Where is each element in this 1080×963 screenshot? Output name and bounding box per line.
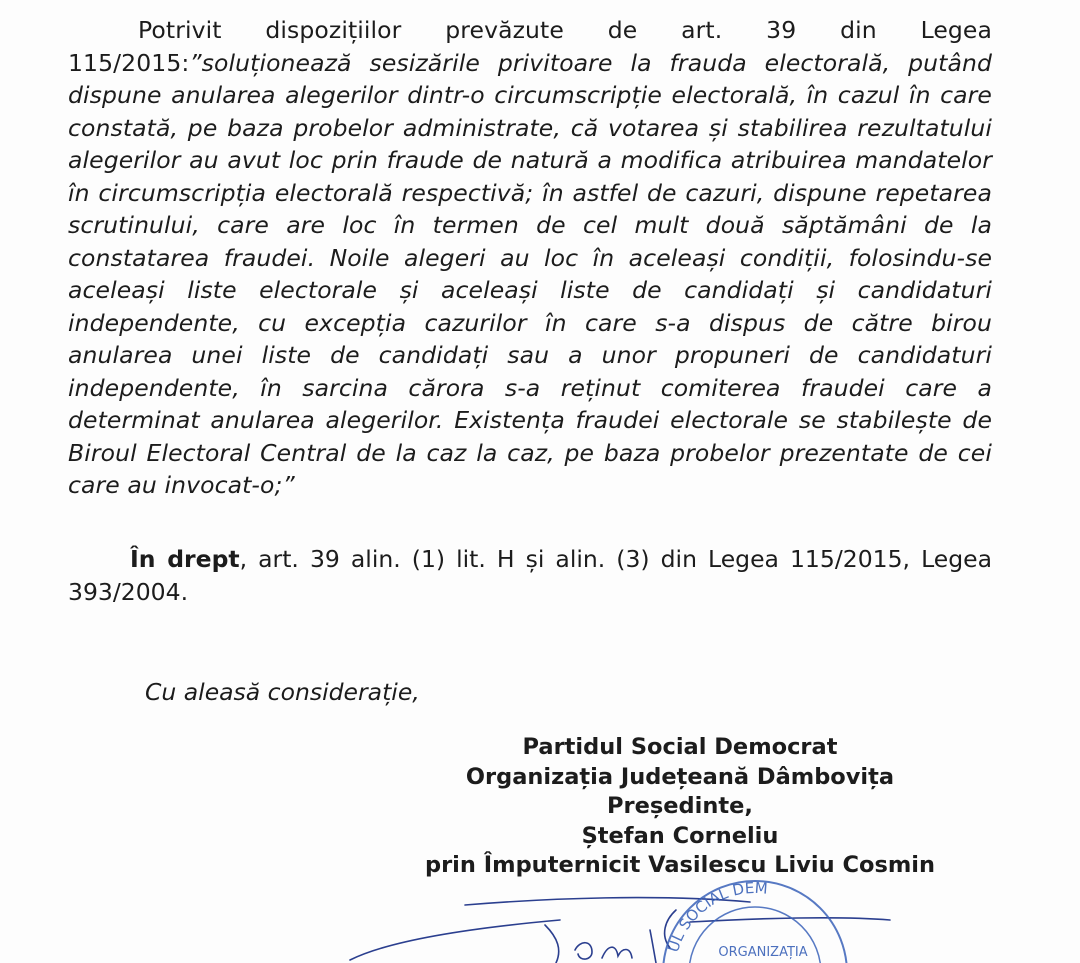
legal-basis-paragraph (68, 543, 992, 609)
organization-stamp (655, 878, 855, 963)
quote-paragraph (68, 14, 992, 502)
quote-lead: Potrivit dispozițiilor prevăzute de art. 39 din Legea 115/2015: (68, 16, 992, 77)
signer-title: Președinte, (607, 793, 753, 819)
legal-basis-heading: În drept (130, 545, 240, 573)
proxy-line: prin Împuternicit Vasilescu Liviu Cosmin (424, 852, 936, 878)
closing-salutation: Cu aleasă considerație, (145, 678, 420, 706)
party-name: Partidul Social Democrat (522, 734, 838, 760)
stamp-ring-text: UL SOCIAL DEM (664, 878, 769, 955)
quoted-law-text: ”soluționează sesizările privitoare la frauda electorală, putând dispune anularea alegerilor dintr-o circumscripție electorală, în cazul în care constată, pe baza probelor administrate, că votarea și stabilirea rezultatului alegerilor au avut loc prin fraude de natură a modifica atribuirea mandatelor în circumscripția electorală respectivă; în astfel de cazuri, dispune repetarea scrutinului, care are loc în termen de cel mult două săptămâni de la constatarea fraudei. Noile alegeri au loc în aceleași condiții, folosindu-se aceleași liste electorale și aceleași liste de candidați și candidaturi independente, cu excepția cazurilor în care s-a dispus de către birou anularea unei liste de candidați sau a unor propuneri de candidaturi independente, în sarcina cărora s-a reținut comiterea fraudei care a determinat anularea alegerilor. Existența fraudei electorale se stabilește de Biroul Electoral Central de la caz la caz, pe baza probelor prezentate de cei care au invocat-o;” (68, 48, 992, 499)
legal-basis-text: , art. 39 alin. (1) lit. H și alin. (3) din Legea 115/2015, Legea 393/2004. (68, 545, 992, 606)
organization-name: Organizația Județeană Dâmbovița (465, 763, 895, 790)
stamp-center-text: ORGANIZAȚIA (718, 945, 808, 960)
signature-block (360, 733, 1000, 881)
signer-name: Ștefan Corneliu (581, 822, 779, 849)
